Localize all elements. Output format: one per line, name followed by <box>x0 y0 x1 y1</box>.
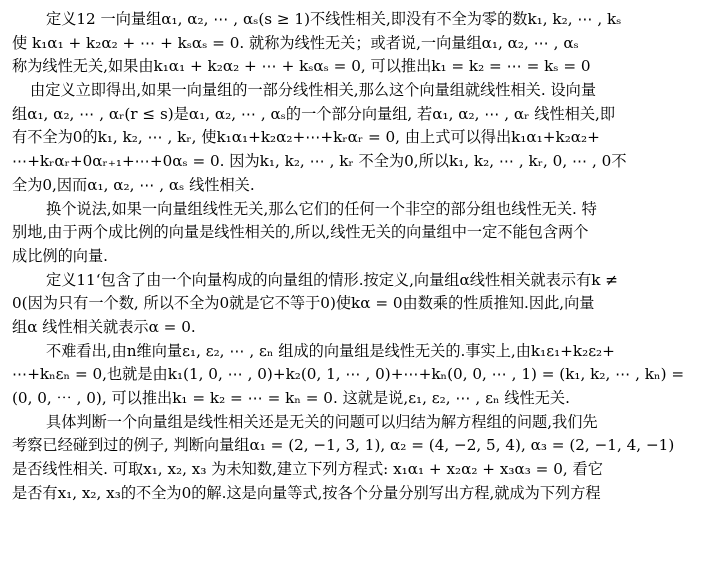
definition-12-line: 定义12 一向量组α₁, α₂, ⋯ , αₛ(s ≥ 1)不线性相关,即没有不全为零的数k₁, k₂, ⋯ , kₛ <box>46 10 622 28</box>
text-line: 由定义立即得出,如果一向量组的一部分线性相关,那么这个向量组就线性相关. 设向量 <box>30 81 597 100</box>
text-line: 是否线性相关. 可取x₁, x₂, x₃ 为未知数,建立下列方程式: x₁α₁ + x₂α₂ + x₃α₃ = 0, 看它 <box>12 460 603 479</box>
text-line: 使 k₁α₁ + k₂α₂ + ⋯ + kₛαₛ = 0. 就称为线性无关；或者说,一向量组α₁, α₂, ⋯ , αₛ <box>12 33 579 52</box>
text-line: 是否有x₁, x₂, x₃的不全为0的解.这是向量等式,按各个分量分别写出方程,就成为下列方程 <box>12 483 601 502</box>
text-line: 0(因为只有一个数, 所以不全为0就是它不等于0)使kα = 0由数乘的性质推知.因此,向量 <box>12 294 595 313</box>
text-line: ⋯+kₙεₙ = 0,也就是由k₁(1, 0, ⋯ , 0)+k₂(0, 1, ⋯ , 0)+⋯+kₙ(0, 0, ⋯ , 1) = (k₁, k₂, ⋯ , kₙ) = <box>12 365 685 384</box>
text-line: 有不全为0的k₁, k₂, ⋯ , kᵣ, 使k₁α₁+k₂α₂+⋯+kᵣαᵣ = 0, 由上式可以得出k₁α₁+k₂α₂+ <box>12 128 600 147</box>
text-line: 成比例的向量. <box>12 246 108 265</box>
text-line: 考察已经碰到过的例子, 判断向量组α₁ = (2, −1, 3, 1), α₂ = (4, −2, 5, 4), α₃ = (2, −1, 4, −1) <box>12 436 675 455</box>
text-line: 组α 线性相关就表示α = 0. <box>12 317 196 336</box>
text-line: 不难看出,由n维向量ε₁, ε₂, ⋯ , εₙ 组成的向量组是线性无关的.事实上,由k₁ε₁+k₂ε₂+ <box>46 341 615 360</box>
text-line: 称为线性无关,如果由k₁α₁ + k₂α₂ + ⋯ + kₛαₛ = 0, 可以推出k₁ = k₂ = ⋯ = kₛ = 0 <box>12 57 591 76</box>
text-line: (0, 0, ⋯ , 0), 可以推出k₁ = k₂ = ⋯ = kₙ = 0. 这就是说,ε₁, ε₂, ⋯ , εₙ 线性无关. <box>12 389 570 407</box>
text-line: 换个说法,如果一向量组线性无关,那么它们的任何一个非空的部分组也线性无关. 特 <box>46 199 597 218</box>
text-line: 具体判断一个向量组是线性相关还是无关的问题可以归结为解方程组的问题,我们先 <box>46 412 598 431</box>
text-line: 组α₁, α₂, ⋯ , αᵣ(r ≤ s)是α₁, α₂, ⋯ , αₛ的一个部分向量组, 若α₁, α₂, ⋯ , αᵣ 线性相关,即 <box>12 104 616 123</box>
text-line: 别地,由于两个成比例的向量是线性相关的,所以,线性无关的向量组中一定不能包含两个 <box>12 223 589 242</box>
text-line: ⋯+kᵣαᵣ+0αᵣ₊₁+⋯+0αₛ = 0. 因为k₁, k₂, ⋯ , kᵣ 不全为0,所以k₁, k₂, ⋯ , kᵣ, 0, ⋯ , 0不 <box>12 152 627 171</box>
text-line: 定义11‘包含了由一个向量构成的向量组的情形.按定义,向量组α线性相关就表示有k ≠ <box>46 270 619 289</box>
text-line: 全为0,因而α₁, α₂, ⋯ , αₛ 线性相关. <box>12 175 255 194</box>
